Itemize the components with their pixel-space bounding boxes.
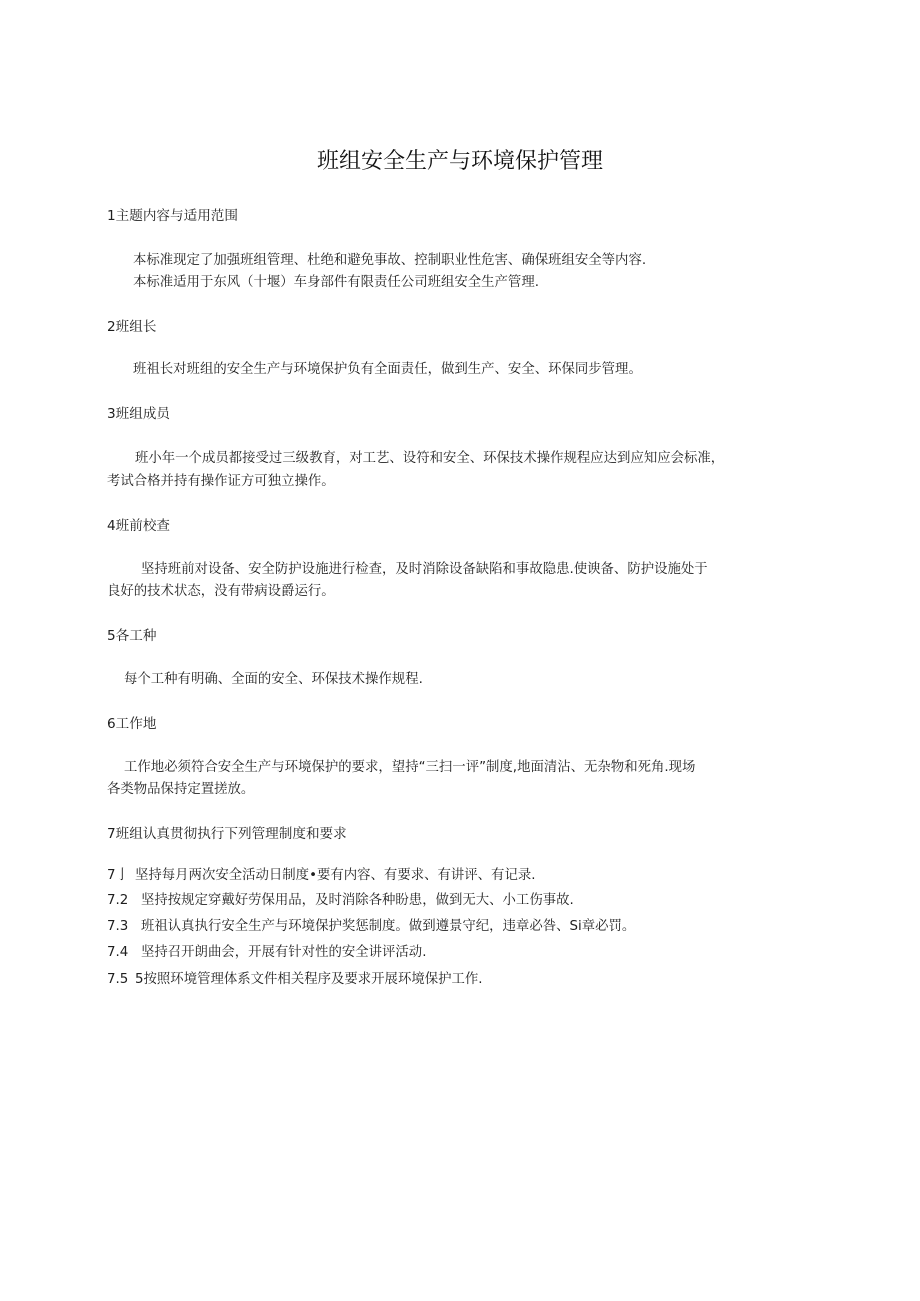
section-heading-4: 4班前校查 bbox=[107, 518, 171, 534]
section-3-line-2: 考试合格并持有操作证方可独立操作。 bbox=[107, 474, 335, 489]
item-text: 坚持按规定穿戴好劳保用品，及时消除各种盼患，做到无大、小工伤事故. bbox=[141, 893, 574, 908]
item-text: 坚持每月两次安全活动日制度•要有内容、有要求、有讲评、有记录. bbox=[135, 868, 536, 883]
section-2-line-1: 班祖长对班组的安全生产与环境保护负有全面责任，做到生产、安全、环保同步管理。 bbox=[133, 362, 642, 377]
list-item-7-5 bbox=[107, 970, 483, 990]
document-title: 班组安全生产与环境保护管理 bbox=[316, 149, 603, 174]
section-5-line-1: 每个工种有明确、全面的安全、环保技术操作规程. bbox=[124, 672, 423, 687]
list-item-7-4 bbox=[107, 943, 426, 963]
section-heading-7: 7班组认真贯彻执行下列管理制度和要求 bbox=[107, 826, 347, 842]
list-item-7-3 bbox=[107, 917, 635, 937]
item-number: 7亅 bbox=[107, 868, 129, 883]
section-heading-1: 1主题内容与适用范围 bbox=[107, 208, 238, 224]
item-number: 7.4 bbox=[107, 945, 129, 960]
item-text: 坚持召开朗曲会，开展有针对性的安全讲评活动. bbox=[141, 945, 427, 960]
list-item-7-1 bbox=[107, 866, 535, 886]
section-4-line-2: 良好的技术状态，没有带病设爵运行。 bbox=[107, 584, 335, 599]
section-1-line-1: 本标准现定了加强班组管理、杜绝和避免事故、控制职业性危害、确保班组安全等内容. bbox=[133, 253, 647, 268]
section-6-line-1: 工作地必须符合安全生产与环境保护的要求，望持“三扫一评”制度,地面清沾、无杂物和死角.现场 bbox=[124, 760, 696, 775]
section-heading-2: 2班组长 bbox=[107, 319, 157, 335]
item-text: 5按照环境管理体系文件相关程序及要求开展环境保护工作. bbox=[135, 972, 483, 987]
section-4-line-1: 坚持班前对设备、安全防护设施进行检查，及时消除设备缺陷和事故隐患.使谀备、防护设施处于 bbox=[141, 562, 708, 577]
item-number: 7.5 bbox=[107, 972, 129, 987]
section-heading-3: 3班组成员 bbox=[107, 406, 171, 422]
item-number: 7.3 bbox=[107, 919, 129, 934]
section-3-line-1: 班小年一个成员都接受过三级教育，对工艺、设符和安全、环保技术操作规程应达到应知应会标准， bbox=[135, 451, 725, 466]
section-6-line-2: 各类物品保持定置搓放。 bbox=[107, 782, 255, 797]
item-text: 班祖认真执行安全生产与环境保护奖惩制度。做到遵景守纪，违章必咎、Si章必罚。 bbox=[141, 919, 636, 934]
section-heading-6: 6工作地 bbox=[107, 716, 157, 732]
section-1-line-2: 本标准适用于东风（十堰）车身部件有限责任公司班组安全生产管理. bbox=[133, 275, 539, 290]
section-heading-5: 5各工种 bbox=[107, 628, 157, 644]
list-item-7-2 bbox=[107, 891, 574, 911]
item-number: 7.2 bbox=[107, 893, 129, 908]
